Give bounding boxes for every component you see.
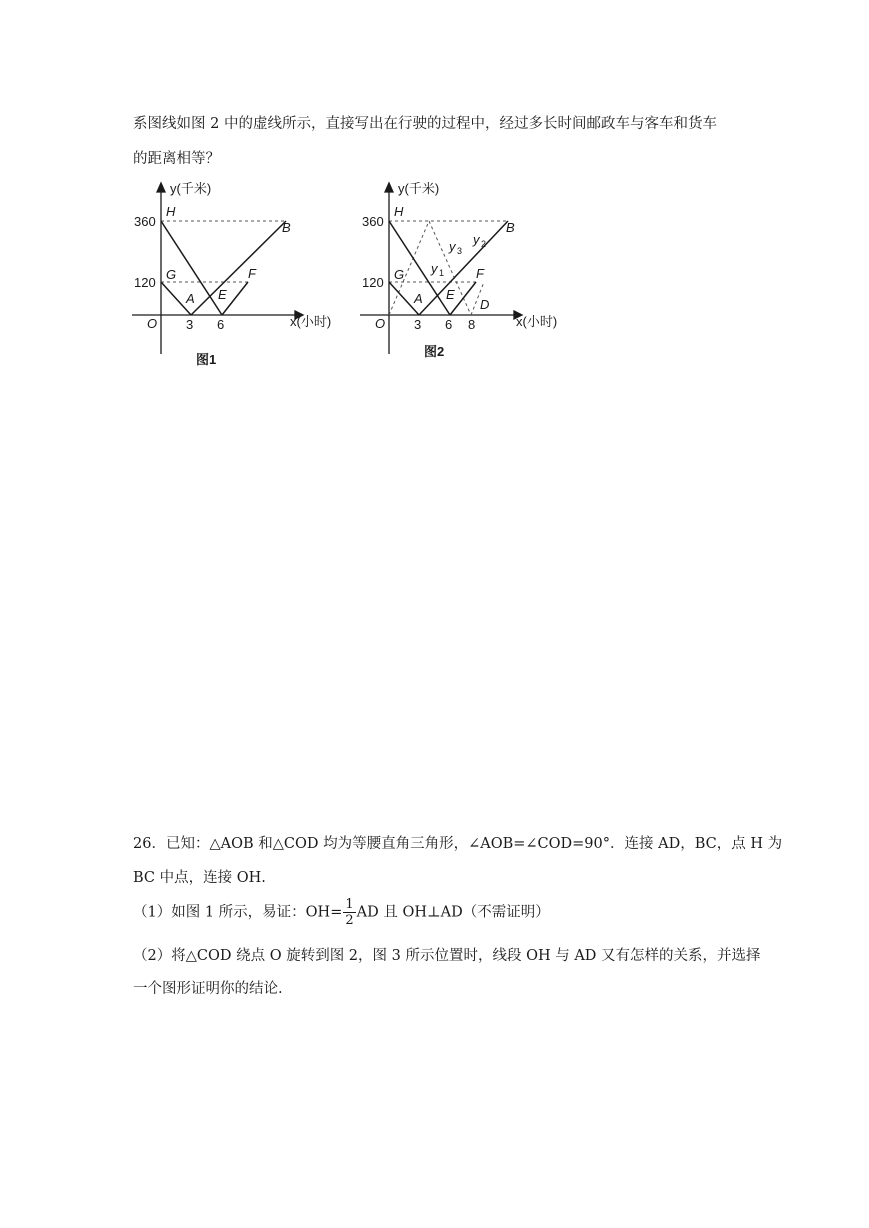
x-tick-3: 3 — [414, 317, 422, 332]
x-tick-3: 3 — [186, 317, 194, 332]
origin-label: O — [147, 316, 158, 331]
q26-part-1 — [133, 898, 550, 927]
point-h-label: H — [394, 204, 404, 219]
point-f-label: F — [476, 266, 484, 281]
origin-label: O — [375, 316, 386, 331]
series-label-y2 — [472, 232, 486, 249]
intro-line-2: 的距离相等？ — [133, 151, 220, 167]
figure-1-caption: 图1 — [196, 352, 217, 367]
y-axis-arrow-icon — [157, 183, 165, 192]
figure-2 — [358, 178, 588, 378]
series-label-y1 — [430, 261, 444, 278]
x-tick-8: 8 — [468, 317, 476, 332]
point-b-label: B — [282, 220, 291, 235]
point-d-label: D — [480, 297, 490, 312]
y-tick-120: 120 — [134, 275, 156, 290]
point-g-label: G — [394, 267, 405, 282]
svg-text:3: 3 — [457, 246, 463, 256]
y-axis-arrow-icon — [385, 183, 393, 192]
svg-text:y: y — [473, 232, 480, 247]
x-tick-6: 6 — [445, 317, 453, 332]
q26-part-2-line-2: 一个图形证明你的结论. — [133, 981, 283, 997]
point-a-label: A — [186, 291, 195, 306]
y-axis-label: y(千米) — [170, 181, 212, 196]
point-h-label: H — [166, 204, 176, 219]
y-axis-label: y(千米) — [398, 181, 440, 196]
intro-line-1: 系图线如图 2 中的虚线所示，直接写出在行驶的过程中，经过多长时间邮政车与客车和货车 — [133, 116, 717, 132]
point-e-label: E — [446, 287, 455, 302]
figure-1 — [130, 178, 360, 378]
figure-2-caption: 图2 — [424, 344, 445, 359]
q26-part-1-after: AD 且 OH⊥AD（不需证明） — [356, 904, 550, 921]
point-e-label: E — [218, 287, 227, 302]
svg-text:y: y — [449, 239, 456, 254]
svg-text:1: 1 — [439, 268, 445, 278]
point-f-label: F — [248, 266, 256, 281]
x-axis-label: x(小时) — [290, 314, 332, 329]
q26-line-2: BC 中点，连接 OH. — [133, 870, 266, 886]
q26-line-1: 26．已知：△AOB 和△COD 均为等腰直角三角形，∠AOB=∠COD=90°．连接 AD，BC，点 H 为 — [133, 836, 783, 852]
svg-text:y: y — [431, 261, 438, 276]
line-a-to-b — [191, 221, 286, 315]
x-axis-label: x(小时) — [516, 314, 558, 329]
y-tick-360: 360 — [134, 214, 156, 229]
point-b-label: B — [506, 220, 515, 235]
y-tick-360: 360 — [362, 214, 384, 229]
q26-part-2-line-1: （2）将△COD 绕点 O 旋转到图 2，图 3 所示位置时，线段 OH 与 AD 又有怎样的关系，并选择 — [133, 948, 761, 964]
x-tick-6: 6 — [217, 317, 225, 332]
point-a-label: A — [414, 291, 423, 306]
svg-text:2: 2 — [481, 239, 487, 249]
y-tick-120: 120 — [362, 275, 384, 290]
point-g-label: G — [166, 267, 177, 282]
series-label-y3 — [448, 239, 462, 256]
fraction-one-half: $\frac{1}{2}$ — [345, 897, 354, 928]
q26-part-1-before: （1）如图 1 所示，易证：OH= — [133, 904, 343, 921]
